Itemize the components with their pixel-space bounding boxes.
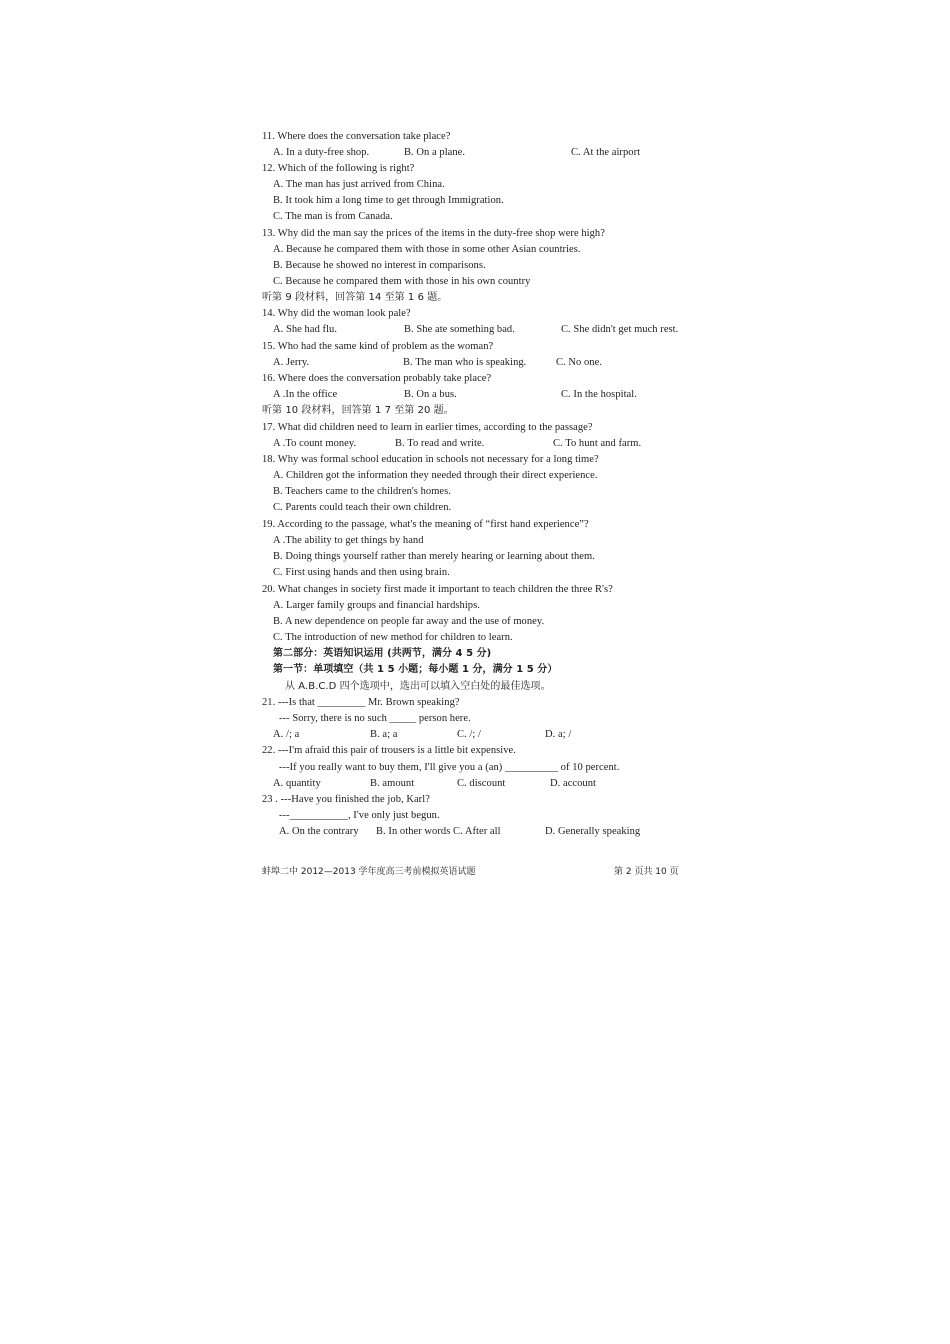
q13-stem: 13. Why did the man say the prices of the items in the duty-free shop were high? <box>262 228 605 239</box>
q23-option-d: D. Generally speaking <box>545 826 641 837</box>
q21-option-c: C. /; / <box>457 729 481 740</box>
q11-option-a: A. In a duty-free shop. <box>273 147 370 158</box>
q23-option-b-c: B. In other words C. After all <box>376 826 501 837</box>
q20-option-b: B. A new dependence on people far away and the use of money. <box>273 616 545 627</box>
q17-option-b: B. To read and write. <box>395 438 485 449</box>
q22-option-c: C. discount <box>457 778 506 789</box>
q15-stem: 15. Who had the same kind of problem as the woman? <box>262 341 494 352</box>
q22-option-b: B. amount <box>370 778 415 789</box>
q13-option-c: C. Because he compared them with those in his own country <box>273 276 531 287</box>
q18-option-a: A. Children got the information they needed through their direct experience. <box>273 470 598 481</box>
q13-option-b: B. Because he showed no interest in comparisons. <box>273 260 486 271</box>
footer-page-number: 第 2 页共 10 页 <box>614 867 679 877</box>
q14-option-c: C. She didn't get much rest. <box>561 324 679 335</box>
q22-line1: 22. ---I'm afraid this pair of trousers is a little bit expensive. <box>262 745 516 756</box>
q12-stem: 12. Which of the following is right? <box>262 163 415 174</box>
q20-option-a: A. Larger family groups and financial hardships. <box>273 600 480 611</box>
q23-option-a: A. On the contrary <box>279 826 359 837</box>
q15-option-c: C. No one. <box>556 357 602 368</box>
q22-line2: ---If you really want to buy them, I'll give you a (an) __________ of 10 percent. <box>279 762 620 773</box>
q13-option-a: A. Because he compared them with those in some other Asian countries. <box>273 244 581 255</box>
q16-option-a: A .In the office <box>273 389 338 400</box>
q19-option-a: A .The ability to get things by hand <box>273 535 424 546</box>
q18-stem: 18. Why was formal school education in schools not necessary for a long time? <box>262 454 599 465</box>
q14-option-a: A. She had flu. <box>273 324 338 335</box>
q17-stem: 17. What did children need to learn in earlier times, according to the passage? <box>262 422 593 433</box>
q16-option-c: C. In the hospital. <box>561 389 637 400</box>
q16-option-b: B. On a bus. <box>404 389 457 400</box>
q23-line1: 23 . ---Have you finished the job, Karl? <box>262 794 430 805</box>
part2-heading: 第二部分：英语知识运用 (共两节，满分 4 5 分) <box>273 648 492 659</box>
q15-option-b: B. The man who is speaking. <box>403 357 527 368</box>
q14-stem: 14. Why did the woman look pale? <box>262 308 411 319</box>
q11-stem: 11. Where does the conversation take place? <box>262 131 451 142</box>
q17-option-a: A .To count money. <box>273 438 357 449</box>
q17-option-c: C. To hunt and farm. <box>553 438 642 449</box>
part2-instruction: 从 A.B.C.D 四个选项中，选出可以填入空白处的最佳选项。 <box>285 681 551 692</box>
q22-option-a: A. quantity <box>273 778 321 789</box>
q16-stem: 16. Where does the conversation probably take place? <box>262 373 492 384</box>
q12-option-b: B. It took him a long time to get through Immigration. <box>273 195 504 206</box>
q12-option-c: C. The man is from Canada. <box>273 211 393 222</box>
q14-option-b: B. She ate something bad. <box>404 324 515 335</box>
q19-stem: 19. According to the passage, what's the meaning of “first hand experience”? <box>262 519 589 530</box>
q11-option-c: C. At the airport <box>571 147 641 158</box>
q23-line2: ---___________, I've only just begun. <box>279 810 440 821</box>
q12-option-a: A. The man has just arrived from China. <box>273 179 445 190</box>
q18-option-b: B. Teachers came to the children's homes. <box>273 486 451 497</box>
q22-option-d: D. account <box>550 778 596 789</box>
q21-option-b: B. a; a <box>370 729 398 740</box>
q19-option-b: B. Doing things yourself rather than merely hearing or learning about them. <box>273 551 595 562</box>
q21-line1: 21. ---Is that _________ Mr. Brown speaking? <box>262 697 460 708</box>
q20-option-c: C. The introduction of new method for children to learn. <box>273 632 513 643</box>
q21-line2: --- Sorry, there is no such _____ person here. <box>279 713 471 724</box>
q11-option-b: B. On a plane. <box>404 147 466 158</box>
section-10-instruction: 听第 10 段材料，回答第 1 7 至第 20 题。 <box>262 405 454 416</box>
q20-stem: 20. What changes in society first made it important to teach children the three R's? <box>262 584 613 595</box>
part2-section1-heading: 第一节：单项填空（共 1 5 小题；每小题 1 分，满分 1 5 分） <box>273 664 558 675</box>
q18-option-c: C. Parents could teach their own children. <box>273 502 452 513</box>
q15-option-a: A. Jerry. <box>273 357 310 368</box>
q21-option-d: D. a; / <box>545 729 572 740</box>
footer-exam-title: 蚌埠二中 2012—2013 学年度高三考前模拟英语试题 <box>262 867 476 877</box>
q21-option-a: A. /; a <box>273 729 300 740</box>
q19-option-c: C. First using hands and then using brain. <box>273 567 450 578</box>
section-9-instruction: 听第 9 段材料，回答第 14 至第 1 6 题。 <box>262 292 448 303</box>
